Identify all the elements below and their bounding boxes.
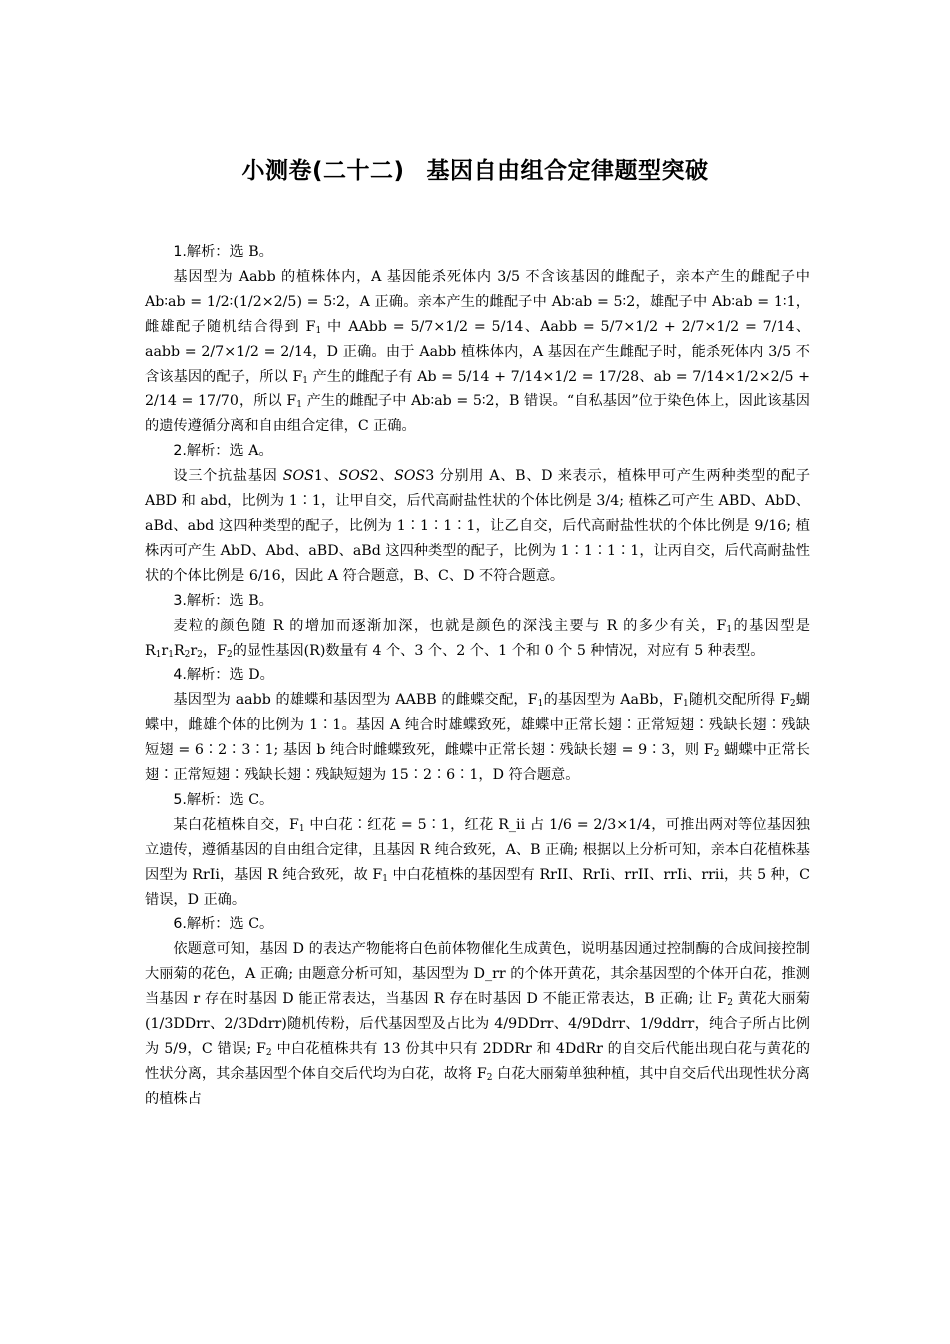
gene-name: SOS	[282, 468, 314, 485]
q1-explanation	[145, 265, 810, 439]
q4-answer: 选 D。	[229, 667, 274, 684]
sub-2: 2	[184, 649, 191, 660]
sub-2: 2	[486, 1072, 493, 1083]
q3-text-6: ，F	[202, 642, 227, 659]
page-title	[0, 152, 950, 185]
q5-text-2: 中白花∶红花 = 5∶1，红花 R_ii 占 1/6 = 2/3×1/4，可推出两对等位基因独立遗传，遵循基因的自由组合定律，且基因 R 纯合致死，A、B 正确; 根据以上分析可知，亲本白花植株基因型为 RrIi，基因 R 纯合致死，故 F	[145, 816, 810, 883]
q3-text-2: 的基因型是 R	[145, 617, 810, 659]
q3-text-3: r	[161, 642, 169, 659]
sub-2: 2	[265, 1048, 272, 1058]
q1-heading	[145, 240, 810, 265]
q2-explanation	[145, 464, 810, 589]
q5-explanation	[145, 813, 810, 913]
q2-label: 2.解析：	[173, 443, 230, 460]
title-main: 小测卷(二十二)	[241, 158, 405, 184]
q6-explanation	[145, 937, 810, 1111]
sub-1: 1	[382, 873, 388, 884]
q5-text-3: 中白花植株的基因型有 RrII、RrIi、rrII、rrIi、rrii，共 5 种，C 错误，D 正确。	[145, 866, 810, 908]
sub-2: 2	[197, 649, 203, 660]
sub-1: 1	[155, 649, 162, 660]
q2-text-1: 设三个抗盐基因	[173, 468, 283, 485]
q6-text-1: 依题意可知，基因 D 的表达产物能将白色前体物催化生成黄色，说明基因通过控制酶的合成间接控制大丽菊的花色，A 正确; 由题意分析可知，基因型为 D_rr 的个体开黄花，其余基因型的个体开白花，推测当基因 r 存在时基因 D 能正常表达，当基因 R 存在时基因 D 不能正常表达，B 正确; 让 F	[145, 941, 810, 1008]
q2-answer: 选 A。	[229, 443, 273, 460]
q6-text-2: 黄花大丽菊(1/3DDrr、2/3Ddrr)随机传粉，后代基因型及占比为 4/9DDrr、4/9Ddrr、1/9ddrr，纯合子所占比例为 5/9，C 错误; F	[145, 991, 811, 1057]
q5-heading	[145, 788, 810, 813]
q3-text-1: 麦粒的颜色随 R 的增加而逐渐加深，也就是颜色的深浅主要与 R 的多少有关，F	[173, 617, 727, 634]
q1-text-1: 基因型为 Aabb 的植株体内，A 基因能杀死体内 3/5 不含该基因的雌配子，亲本产生的雌配子中 Ab∶ab = 1/2∶(1/2×2/5) = 5∶2，A 正确。亲本产生的雌配子中 Ab∶ab = 5∶2，雄配子中 Ab∶ab = 1∶1，雌雄配子随机结合得到 F	[145, 268, 810, 335]
q3-label: 3.解析：	[173, 592, 230, 609]
q3-answer: 选 B。	[229, 592, 273, 609]
q3-heading	[145, 589, 810, 614]
gene-name: SOS	[394, 468, 426, 485]
sub-1: 1	[298, 823, 305, 834]
q4-text-3: 随机交配所得 F	[688, 692, 790, 709]
q5-label: 5.解析：	[173, 791, 230, 808]
q4-text-1: 基因型为 aabb 的雄蝶和基因型为 AABB 的雌蝶交配，F	[173, 692, 538, 709]
sub-1: 1	[726, 624, 733, 635]
q4-label: 4.解析：	[173, 667, 230, 684]
q3-text-7: 的显性基因(R)数量有 4 个、3 个、2 个、1 个和 0 个 5 种情况，对应有 5 种表型。	[232, 642, 765, 659]
sub-1: 1	[296, 400, 302, 411]
sub-1: 1	[315, 325, 322, 336]
q1-label: 1.解析：	[173, 244, 230, 260]
gene-name: SOS	[338, 468, 370, 485]
sub-2: 2	[713, 749, 720, 760]
q6-heading	[145, 912, 810, 937]
q6-label: 6.解析：	[173, 916, 230, 933]
sub-1: 1	[302, 375, 309, 386]
q3-text-4: R	[173, 642, 185, 659]
q6-text-4: 白花大丽菊单独种植，其中自交后代出现性状分离的植株占	[145, 1065, 810, 1107]
q1-text-4: 产生的雌配子中 Ab∶ab = 5∶2，B 错误。“自私基因”位于染色体上，因此该基因的遗传遵循分离和自由组合定律，C 正确。	[145, 393, 810, 435]
q4-text-2: 的基因型为 AaBb，F	[543, 692, 683, 709]
q4-text-5: 蝴蝶中正常长翅∶正常短翅∶残缺长翅∶残缺短翅为 15∶2∶6∶1，D 符合题意。	[145, 742, 810, 784]
q1-answer: 选 B。	[229, 244, 273, 260]
sub-2: 2	[727, 998, 733, 1009]
q2-heading	[145, 439, 810, 464]
sub-2: 2	[789, 699, 796, 710]
q5-answer: 选 C。	[229, 791, 274, 808]
q4-text-4: 蝴蝶中，雌雄个体的比例为 1∶1。基因 A 纯合时雄蝶致死，雄蝶中正常长翅∶正常短翅∶残缺长翅∶残缺短翅 = 6∶2∶3∶1; 基因 b 纯合时雌蝶致死，雌蝶中正常长翅∶残缺长翅 = 9∶3，则 F	[145, 692, 810, 759]
q4-heading	[145, 663, 810, 688]
title-sub: 基因自由组合定律题型突破	[426, 158, 709, 184]
q1-text-2: 中 AAbb = 5/7×1/2 = 5/14、Aabb = 5/7×1/2 + 2/7×1/2 = 7/14、aabb = 2/7×1/2 = 2/14，D 正确。由于 Aabb 植株体内，A 基因在产生雌配子时，能杀死体内 3/5 不含该基因的配子，所以 F	[145, 318, 810, 385]
q5-text-1: 某白花植株自交，F	[173, 816, 299, 833]
q2-text-4: 3 分别用 A、B、D 来表示，植株甲可产生两种类型的配子 ABD 和 abd，比例为 1∶1，让甲自交，后代高耐盐性状的个体比例是 3/4; 植株乙可产生 ABD、AbD、aBd、abd 这四种类型的配子，比例为 1∶1∶1∶1，让乙自交，后代高耐盐性状的个体比例是 9/16; 植株丙可产生 AbD、Abd、aBD、aBd 这四种类型的配子，比例为 1∶1∶1∶1，让丙自交，后代高耐盐性状的个体比例是 6/16，因此 A 符合题意，B、C、D 不符合题意。	[145, 468, 811, 584]
q2-text-2: 1、	[313, 468, 339, 485]
sub-1: 1	[168, 649, 174, 660]
q4-explanation	[145, 688, 810, 788]
q3-explanation	[145, 614, 810, 664]
q2-text-3: 2、	[369, 468, 395, 485]
q1-text-3: 产生的雌配子有 Ab = 5/14 + 7/14×1/2 = 17/28、ab = 7/14×1/2×2/5 + 2/14 = 17/70，所以 F	[145, 368, 810, 410]
q6-answer: 选 C。	[229, 916, 274, 933]
sub-1: 1	[537, 699, 544, 710]
answer-body	[145, 240, 810, 1112]
sub-2: 2	[226, 649, 233, 660]
q6-text-3: 中白花植株共有 13 份其中只有 2DDRr 和 4DdRr 的自交后代能出现白花与黄花的性状分离，其余基因型个体自交后代均为白花，故将 F	[145, 1041, 811, 1082]
q3-text-5: r	[190, 642, 198, 659]
sub-1: 1	[682, 699, 689, 710]
